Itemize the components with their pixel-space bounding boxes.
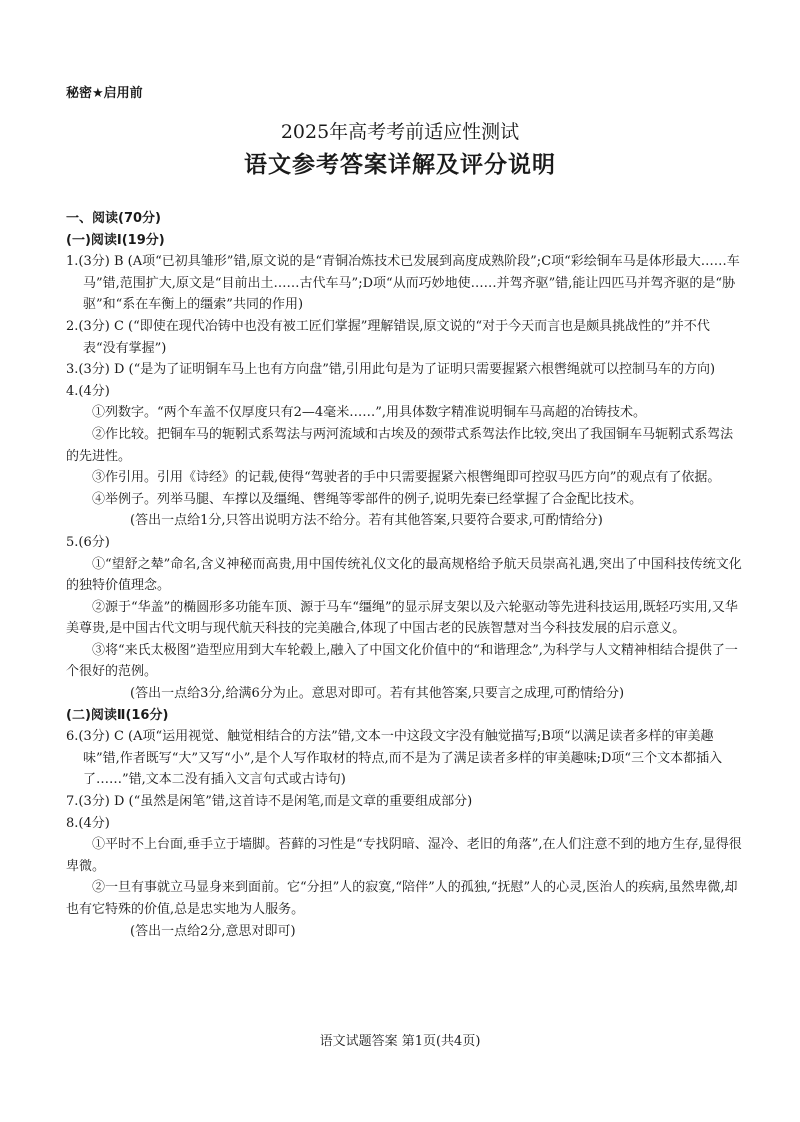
confidential-label: 秘密★启用前 <box>66 86 143 101</box>
answer-q6: 6.(3分) C (A项“运用视觉、触觉相结合的方法”错,文本一中这段文字没有触觉描写;B项“以满足读者多样的审美趣味”错,作者既写“大”又写“小”,是个人写作取材的特点,而不是为了满足读者多样的审美趣味;D项“三个文本都插入了……”错,文本二没有插入文言句式或古诗句) <box>66 729 723 788</box>
answer-q5-point-3: ③将“来氏太极图”造型应用到大车轮毂上,融入了中国文化价值中的“和谐理念”,为科学与人文精神相结合提供了一个很好的范例。 <box>66 642 738 680</box>
exam-title: 2025年高考考前适应性测试 <box>280 121 520 143</box>
answer-q4-point-1: ①列数字。“两个车盖不仅厚度只有2—4毫米……”,用具体数字精准说明铜车马高超的冶铸技术。 <box>92 405 646 421</box>
answer-q8-point-2: ②一旦有事就立马显身来到面前。它“分担”人的寂寞,“陪伴”人的孤独,“抚慰”人的心灵,医治人的疾病,虽然卑微,却也有它特殊的价值,总是忠实地为人服务。 <box>66 880 738 917</box>
answer-q4-scoring-note: (答出一点给1分,只答出说明方法不给分。若有其他答案,只要符合要求,可酌情给分) <box>130 513 603 529</box>
answer-q5-point-1: ①“望舒之辇”命名,含义神秘而高贵,用中国传统礼仪文化的最高规格给予航天员崇高礼遇,突出了中国科技传统文化的独特价值理念。 <box>66 556 742 594</box>
answer-q4-heading: 4.(4分) <box>66 383 110 399</box>
answer-q3: 3.(3分) D (“是为了证明铜车马上也有方向盘”错,引用此句是为了证明只需要握紧六根辔绳就可以控制马车的方向) <box>66 362 716 378</box>
answer-q4-point-3: ③作引用。引用《诗经》的记载,使得“驾驶者的手中只需要握紧六根辔绳即可控驭马匹方向”的观点有了依据。 <box>92 470 721 486</box>
answer-q5-point-2: ②源于“华盖”的椭圆形多功能车顶、源于马车“缰绳”的显示屏支架以及六轮驱动等先进科技运用,既轻巧实用,又华美尊贵,是中国古代文明与现代航天科技的完美融合,体现了中国古老的民族智慧对当今科技发展的启示意义。 <box>66 599 738 637</box>
answer-q4-point-4: ④举例子。列举马腿、车撑以及缰绳、辔绳等零部件的例子,说明先秦已经掌握了合金配比技术。 <box>92 491 643 507</box>
answer-q2: 2.(3分) C (“即使在现代冶铸中也没有被工匠们掌握”理解错误,原文说的“对于今天而言也是颇具挑战性的”并不代表“没有掌握”) <box>66 318 710 356</box>
subsection-reading-2: (二)阅读Ⅱ(16分) <box>66 707 169 723</box>
answer-q5-scoring-note: (答出一点给3分,给满6分为止。意思对即可。若有其他答案,只要言之成理,可酌情给分) <box>130 686 625 702</box>
section-reading: 一、阅读(70分) <box>66 211 161 226</box>
answer-key-title: 语文参考答案详解及评分说明 <box>244 152 556 178</box>
answer-content <box>66 208 742 942</box>
page-footer: 语文试题答案 第1页(共4页) <box>319 1034 481 1049</box>
answer-q4-point-2: ②作比较。把铜车马的轭靷式系驾法与两河流域和古埃及的颈带式系驾法作比较,突出了我国铜车马轭靷式系驾法的先进性。 <box>66 426 734 464</box>
answer-q5-heading: 5.(6分) <box>66 534 110 550</box>
answer-q8-scoring-note: (答出一点给2分,意思对即可) <box>130 923 296 939</box>
subsection-reading-1: (一)阅读Ⅰ(19分) <box>66 232 165 248</box>
answer-q8-heading: 8.(4分) <box>66 815 110 831</box>
answer-q1: 1.(3分) B (A项“已初具雏形”错,原文说的是“青铜冶炼技术已发展到高度成熟阶段”;C项“彩绘铜车马是体形最大……车马”错,范围扩大,原文是“目前出土……古代车马”;D项“从而巧妙地使……并驾齐驱”错,能让四匹马并驾齐驱的是“胁驱”和“系在车衡上的缰索”共同的作用) <box>66 254 740 313</box>
answer-q7: 7.(3分) D (“虽然是闲笔”错,这首诗不是闲笔,而是文章的重要组成部分) <box>66 794 473 810</box>
answer-q8-point-1: ①平时不上台面,垂手立于墙脚。苔藓的习性是“专找阴暗、湿冷、老旧的角落”,在人们注意不到的地方生存,显得很卑微。 <box>66 837 742 874</box>
